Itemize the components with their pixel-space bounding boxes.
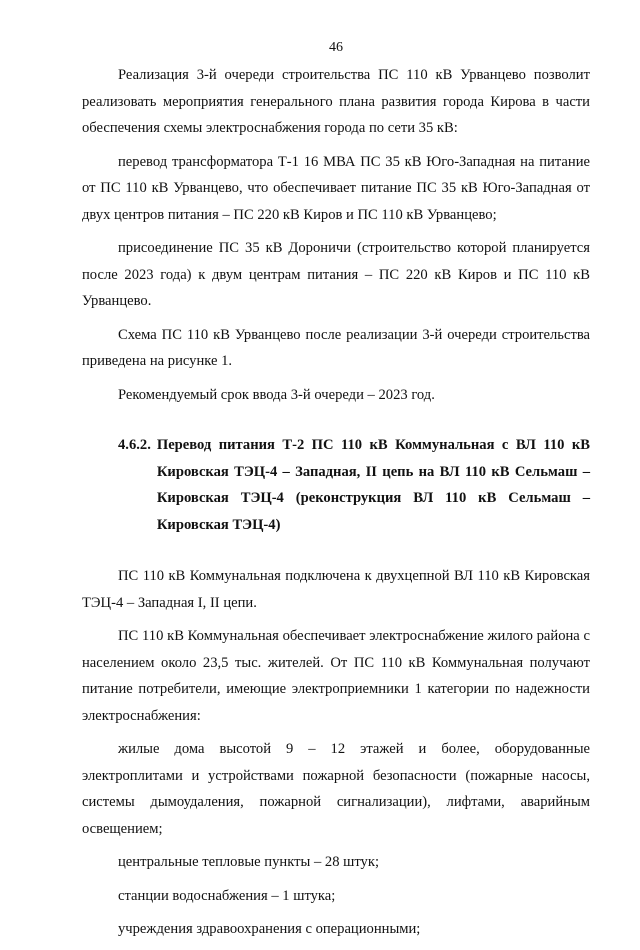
section-number: 4.6.2. (118, 437, 151, 453)
paragraph-kommunalnaya-connection: ПС 110 кВ Коммунальная подключена к двухцепной ВЛ 110 кВ Кировская ТЭЦ-4 – Западная I, II цепи. (82, 568, 590, 611)
section-heading (118, 432, 590, 538)
body-text (82, 62, 590, 950)
page-number: 46 (329, 40, 343, 55)
document-page (82, 0, 590, 937)
paragraph-commissioning-date: Рекомендуемый срок ввода 3-й очереди – 2023 год. (118, 386, 435, 403)
paragraph-stage3-intro: Реализация 3-й очереди строительства ПС 110 кВ Урванцево позволит реализовать мероприятия генерального плана развития города Кирова в части обеспечения схемы электроснабжения города по сети 35 кВ: (82, 67, 590, 136)
paragraph-doronichi-connection: присоединение ПС 35 кВ Дороничи (строительство которой планируется после 2023 года) к двум центрам питания – ПС 220 кВ Киров и ПС 110 кВ Урванцево. (82, 240, 590, 309)
paragraph-transformer-transfer: перевод трансформатора Т-1 16 МВА ПС 35 кВ Юго-Западная на питание от ПС 110 кВ Урванцево, что обеспечивает питание ПС 35 кВ Юго-Западная от двух центров питания – ПС 220 кВ Киров и ПС 110 кВ Урванцево; (82, 153, 590, 223)
list-item-water-stations: станции водоснабжения – 1 штука; (118, 887, 336, 904)
list-item-healthcare: учреждения здравоохранения с операционными; (118, 921, 421, 937)
paragraph-scheme-reference: Схема ПС 110 кВ Урванцево после реализации 3-й очереди строительства приведена на рисунке 1. (82, 326, 590, 369)
paragraph-kommunalnaya-supply: ПС 110 кВ Коммунальная обеспечивает электроснабжение жилого района с населением около 23,5 тыс. жителей. От ПС 110 кВ Коммунальная получают питание потребители, имеющие электроприемники 1 категории по надежности электроснабжения: (82, 628, 590, 724)
section-title: Перевод питания Т-2 ПС 110 кВ Коммунальная с ВЛ 110 кВ Кировская ТЭЦ-4 – Западная, II цепь на ВЛ 110 кВ Сельмаш – Кировская ТЭЦ-4 (реконструкция ВЛ 110 кВ Сельмаш – Кировская ТЭЦ-4) (156, 437, 590, 533)
list-item-heating-points: центральные тепловые пункты – 28 штук; (118, 854, 379, 870)
list-item-residential: жилые дома высотой 9 – 12 этажей и более, оборудованные электроплитами и устройствами пожарной безопасности (пожарные насосы, системы дымоудаления, пожарной сигнализации), лифтами, аварийным освещением; (82, 741, 590, 837)
